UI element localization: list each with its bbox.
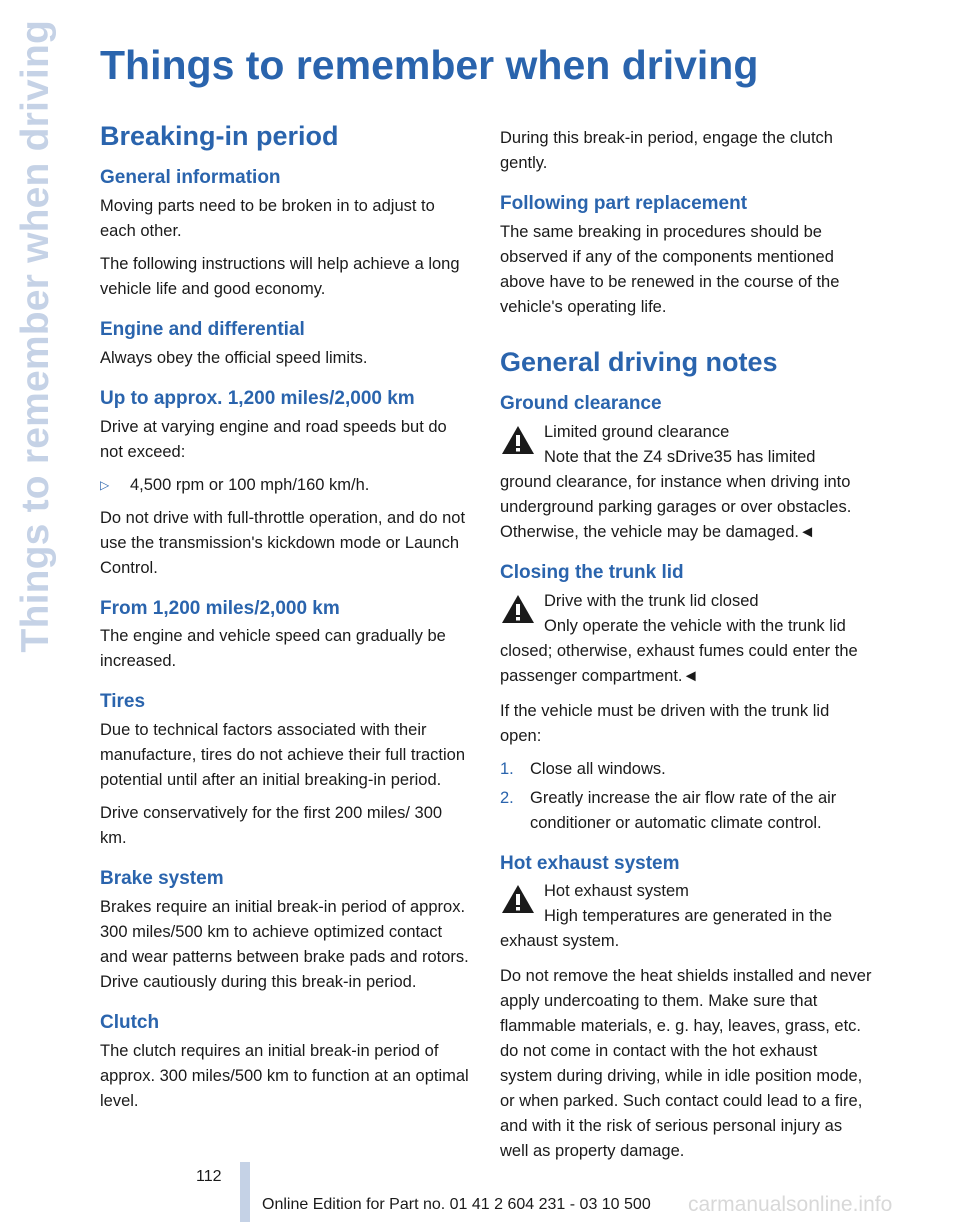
chapter-heading-general-driving: General driving notes: [500, 346, 778, 377]
footer-divider-bar: [240, 1162, 250, 1222]
section-heading: Engine and differential: [100, 319, 305, 341]
warning-text-continued: closed; otherwise, exhaust fumes could enter the passenger compartment.◄: [500, 641, 858, 685]
list-item: [500, 757, 874, 782]
section-engine-differential: [100, 318, 472, 371]
list-item: [100, 473, 472, 498]
warning-title: Limited ground clearance: [544, 422, 730, 441]
paragraph: The following instructions will help achieve a long vehicle life and good economy.: [100, 255, 460, 299]
section-heading: Following part replacement: [500, 193, 748, 214]
section-from-1200: [100, 597, 472, 675]
warning-text: Note that the Z4 sDrive35 has limited: [544, 447, 816, 466]
paragraph: Due to technical factors associated with their manufacture, tires do not achieve their full traction potential until after an initial breaking-in period.: [100, 721, 466, 790]
paragraph: Drive conservatively for the first 200 miles/ 300 km.: [100, 804, 443, 848]
section-heading: General information: [100, 167, 281, 189]
section-brake-system: [100, 867, 472, 995]
warning-text-continued: ground clearance, for instance when driving into underground parking garages or over obstacles. Otherwise, the vehicle may be damaged.◄: [500, 472, 852, 541]
section-tires: [100, 690, 472, 851]
section-heading: Clutch: [100, 1011, 160, 1033]
warning-note: [500, 879, 874, 954]
paragraph: The same breaking in procedures should be observed if any of the components mentioned above have to be renewed in the course of the vehicle's operating life.: [500, 222, 840, 316]
section-heading: Up to approx. 1,200 miles/2,000 km: [100, 387, 415, 409]
section-hot-exhaust: [500, 852, 874, 1165]
paragraph: Always obey the official speed limits.: [100, 348, 368, 367]
section-general-information: [100, 166, 472, 302]
warning-title: Hot exhaust system: [544, 882, 689, 901]
clutch-continuation: [500, 126, 874, 176]
right-column: [500, 126, 874, 1180]
paragraph: The clutch requires an initial break-in period of approx. 300 miles/500 km to function at an optimal level.: [100, 1041, 469, 1110]
edition-note: Online Edition for Part no. 01 41 2 604 231 - 03 10 500: [262, 1196, 651, 1213]
paragraph: Drive at varying engine and road speeds but do not exceed:: [100, 417, 447, 461]
warning-text: Only operate the vehicle with the trunk lid: [544, 616, 846, 635]
page-title: Things to remember when driving: [100, 42, 759, 88]
section-up-to-1200: [100, 387, 472, 581]
chapter-heading-breaking-in: Breaking-in period: [100, 121, 339, 151]
side-chapter-tab-label: Things to remember when driving: [14, 20, 57, 653]
paragraph: If the vehicle must be driven with the trunk lid open:: [500, 701, 830, 745]
page-number: 112: [196, 1168, 222, 1185]
paragraph: Do not remove the heat shields installed and never apply undercoating to them. Make sure that flammable materials, e. g. hay, leaves, grass, etc. do not come in contact with the hot exhaust system during driving, while in idle position mode, or when parked. Such contact could lead to a fire, and with it the risk of serious personal injury as well as property damage.: [500, 967, 872, 1161]
left-column: [100, 120, 472, 1130]
warning-text-continued: exhaust system.: [500, 932, 620, 951]
step-text: Close all windows.: [530, 759, 666, 778]
warning-note: [500, 589, 874, 689]
step-text: Greatly increase the air flow rate of the air conditioner or automatic climate control.: [530, 788, 837, 832]
section-ground-clearance: [500, 392, 874, 545]
side-chapter-tab: [0, 20, 72, 660]
section-heading: Closing the trunk lid: [500, 561, 684, 583]
section-heading: Brake system: [100, 868, 224, 890]
paragraph: The engine and vehicle speed can gradually be increased.: [100, 627, 446, 671]
section-clutch: [100, 1011, 472, 1114]
paragraph: During this break-in period, engage the clutch gently.: [500, 129, 833, 172]
paragraph: Moving parts need to be broken in to adjust to each other.: [100, 197, 435, 241]
warning-title: Drive with the trunk lid closed: [544, 591, 759, 610]
section-heading: Hot exhaust system: [500, 852, 680, 874]
triangle-bullet-icon: ▷: [100, 477, 110, 492]
section-heading: Tires: [100, 691, 146, 713]
warning-text: High temperatures are generated in the: [544, 907, 833, 926]
warning-triangle-icon: [500, 420, 544, 470]
paragraph: Do not drive with full-throttle operation, and do not use the transmission's kickdown mode or Launch Control.: [100, 508, 466, 577]
section-heading: Ground clearance: [500, 393, 662, 415]
paragraph: Brakes require an initial break-in period of approx. 300 miles/500 km to achieve optimized contact and wear patterns between brake pads and rotors. Drive cautiously during this break-in period.: [100, 897, 469, 991]
section-closing-trunk-lid: [500, 561, 874, 836]
section-part-replacement: [500, 192, 874, 320]
watermark[interactable]: carmanualsonline.info: [688, 1193, 893, 1216]
list-item-text: 4,500 rpm or 100 mph/160 km/h.: [130, 475, 370, 494]
warning-note: [500, 420, 874, 545]
section-heading: From 1,200 miles/2,000 km: [100, 597, 340, 619]
warning-triangle-icon: [500, 879, 544, 929]
step-number: 1.: [500, 759, 514, 778]
step-number: 2.: [500, 788, 514, 807]
list-item: [500, 786, 874, 836]
warning-triangle-icon: [500, 589, 544, 639]
